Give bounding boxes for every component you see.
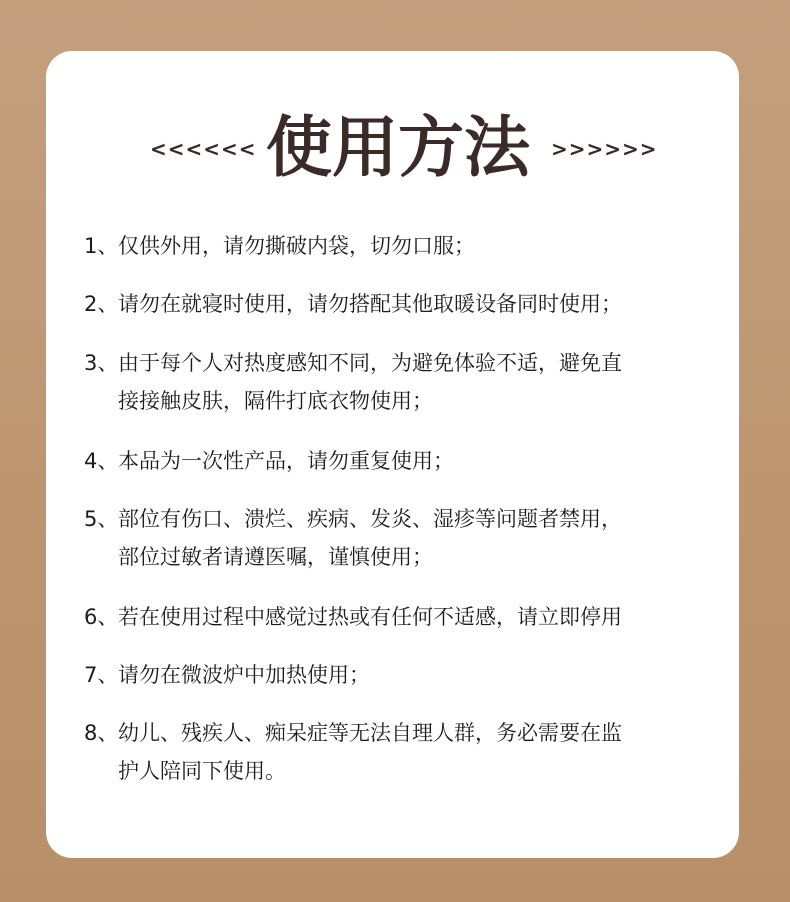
item-text: 部位有伤口、溃烂、疾病、发炎、湿疹等问题者禁用， [118,507,622,531]
item-text: 仅供外用，请勿撕破内袋，切勿口服； [118,234,475,258]
item-number: 6、 [84,605,119,629]
item-number: 7、 [84,663,119,687]
item-text: 幼儿、残疾人、痴呆症等无法自理人群，务必需要在监 [118,721,622,745]
right-arrows-decoration: >>>>>> [551,137,658,161]
item-number: 2、 [84,292,119,316]
instruction-item-1 [84,234,724,258]
page-title: 使用方法 [266,109,530,186]
item-text: 由于每个人对热度感知不同，为避免体验不适，避免直 [118,351,622,375]
item-text: 请勿在微波炉中加热使用； [118,663,370,687]
section-header [0,108,790,188]
item-text-continued: 护人陪同下使用。 [118,759,286,783]
item-number: 8、 [84,721,119,745]
item-number: 1、 [84,234,119,258]
instruction-item-3 [84,351,724,413]
item-text-continued: 部位过敏者请遵医嘱，谨慎使用； [118,545,433,569]
instruction-item-4 [84,449,724,473]
item-text: 若在使用过程中感觉过热或有任何不适感，请立即停用 [118,605,622,629]
instruction-item-7 [84,663,724,687]
item-text-continued: 接接触皮肤，隔件打底衣物使用； [118,389,433,413]
item-text: 本品为一次性产品，请勿重复使用； [118,449,454,473]
item-text: 请勿在就寝时使用，请勿搭配其他取暖设备同时使用； [118,292,622,316]
item-number: 4、 [84,449,119,473]
instruction-item-5 [84,507,724,569]
instruction-item-6 [84,605,724,629]
instruction-item-8 [84,721,724,783]
item-number: 3、 [84,351,119,375]
left-arrows-decoration: <<<<<< [150,137,257,161]
instruction-item-2 [84,292,724,316]
item-number: 5、 [84,507,119,531]
